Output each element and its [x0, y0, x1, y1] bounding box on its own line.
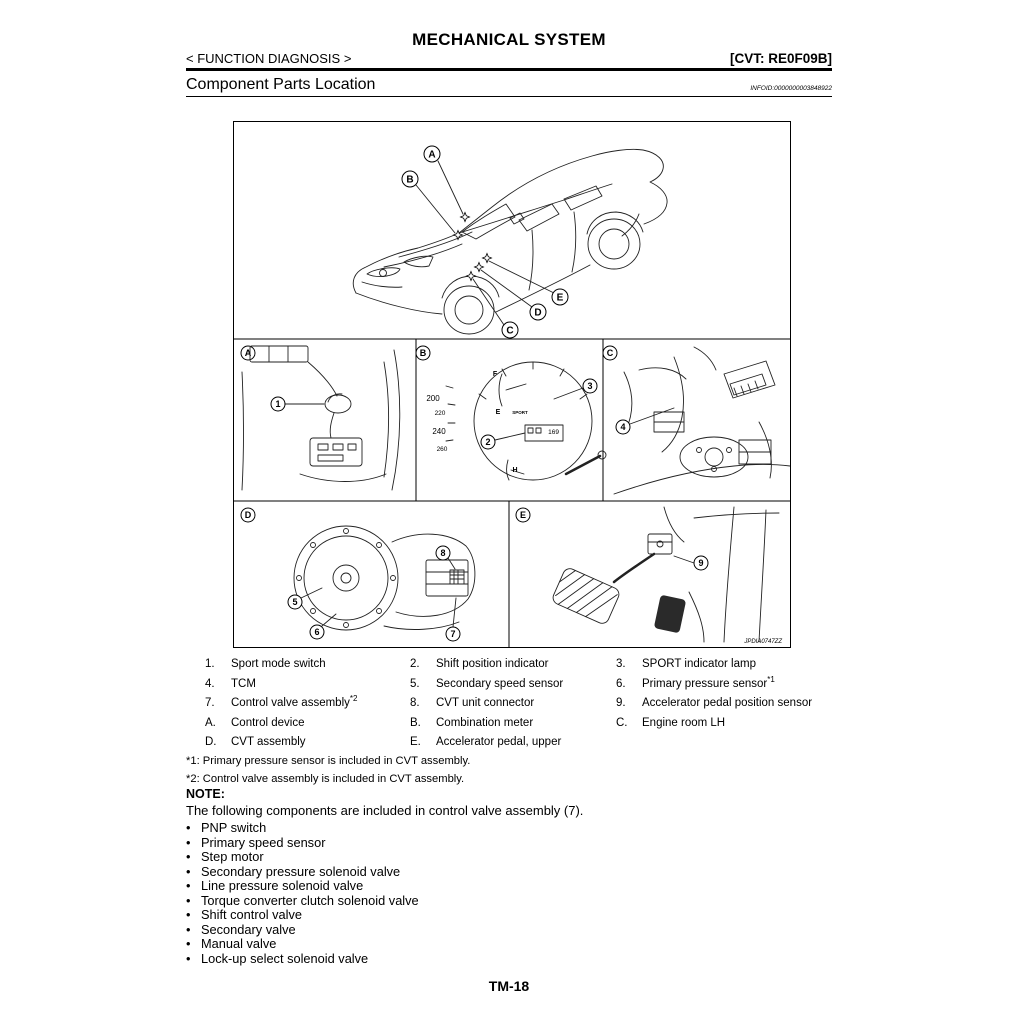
- legend-label-text: Primary pressure sensor: [642, 677, 768, 690]
- legend-label: [231, 717, 305, 730]
- legend-label: [231, 678, 256, 691]
- legend-label-text: TCM: [231, 677, 256, 690]
- legend-key: 8.: [410, 697, 420, 709]
- section-row: [186, 74, 832, 94]
- legend-label-text: Shift position indicator: [436, 658, 549, 670]
- note-item-text: Lock-up select solenoid valve: [201, 950, 369, 966]
- legend-label-text: Combination meter: [436, 716, 534, 729]
- callout-1: 1: [275, 399, 281, 409]
- note-item: [186, 894, 832, 909]
- panel-a-label: A: [244, 348, 252, 358]
- callout-e: E: [556, 292, 564, 304]
- note-item: [186, 937, 832, 952]
- panel-b-combination-meter: [416, 346, 606, 480]
- note-item: [186, 821, 832, 836]
- legend-label: [436, 697, 534, 710]
- bullet-icon: •: [186, 892, 191, 908]
- panel-d-cvt-assembly: [241, 508, 475, 641]
- legend-label-text: CVT unit connector: [436, 697, 535, 709]
- legend-label-text: Secondary speed sensor: [436, 677, 564, 690]
- legend-label: [436, 658, 549, 671]
- note-intro: The following components are included in control valve assembly (7).: [186, 803, 584, 818]
- model-code: [CVT: RE0F09B]: [729, 51, 832, 66]
- temp-hot: H: [512, 467, 518, 474]
- note-item-text: Line pressure solenoid valve: [201, 878, 364, 893]
- legend-label-text: Control device: [231, 716, 305, 729]
- legend-label: [436, 717, 533, 730]
- legend-key: A.: [205, 716, 216, 729]
- panel-c-engine-room: [603, 346, 790, 494]
- section-divider: [186, 96, 832, 97]
- callout-3: 3: [587, 381, 593, 391]
- legend-item: [410, 658, 616, 671]
- legend-item: [616, 717, 833, 730]
- note-item-text: Secondary pressure solenoid valve: [201, 863, 401, 879]
- bullet-icon: •: [186, 863, 191, 879]
- legend-item: [205, 694, 410, 710]
- bullet-icon: •: [186, 820, 191, 835]
- legend-key: 5.: [410, 677, 420, 690]
- legend-label: [642, 658, 756, 671]
- legend-label-text: Accelerator pedal position sensor: [642, 697, 813, 709]
- meter-260: 260: [436, 446, 448, 453]
- footnote-2: *2: Control valve assembly is included in CVT assembly.: [186, 773, 465, 785]
- legend-label-sup: *1: [767, 674, 775, 684]
- header-row: [186, 51, 832, 66]
- callout-4: 4: [620, 422, 626, 432]
- figure-code: JPDIA0747ZZ: [744, 639, 782, 645]
- legend-label: [642, 697, 812, 710]
- legend-item: [410, 678, 616, 691]
- note-block: [186, 787, 832, 966]
- note-item: [186, 850, 832, 865]
- legend-item: [410, 717, 616, 730]
- callout-5: 5: [292, 597, 298, 607]
- legend-item: [205, 736, 410, 749]
- callout-9: 9: [698, 558, 704, 568]
- legend-label-text: Accelerator pedal, upper: [436, 736, 562, 748]
- bullet-icon: •: [186, 950, 191, 966]
- component-location-figure: [233, 121, 791, 648]
- callout-6: 6: [314, 627, 320, 637]
- bullet-icon: •: [186, 907, 191, 922]
- legend-item: [616, 697, 833, 710]
- legend-key: 6.: [616, 677, 626, 690]
- callout-b: B: [406, 174, 414, 186]
- legend-label: [642, 674, 775, 691]
- legend-key: 7.: [205, 697, 215, 709]
- panel-a-control-device: [241, 346, 400, 490]
- legend-key: C.: [616, 716, 628, 729]
- legend-label-text: Control valve assembly: [231, 697, 350, 709]
- bullet-icon: •: [186, 921, 191, 937]
- legend-label: [436, 736, 561, 749]
- odometer-value: 169: [548, 429, 559, 436]
- fuel-empty: E: [495, 409, 501, 416]
- fuel-full: F: [492, 371, 498, 378]
- meter-240: 240: [432, 427, 446, 436]
- legend-key: 3.: [616, 658, 626, 670]
- legend-key: 2.: [410, 658, 420, 670]
- legend-label-text: Sport mode switch: [231, 658, 326, 670]
- panel-b-label: B: [419, 348, 427, 358]
- note-item: [186, 879, 832, 894]
- legend-label: [642, 717, 725, 730]
- note-item-text: Step motor: [201, 849, 264, 864]
- note-item-text: Secondary valve: [201, 921, 296, 937]
- page-number: TM-18: [488, 978, 530, 994]
- note-item-text: Shift control valve: [201, 907, 303, 922]
- note-item: [186, 865, 832, 880]
- legend-item: [205, 678, 410, 691]
- note-item-text: Manual valve: [201, 936, 277, 951]
- meter-220: 220: [434, 410, 446, 417]
- legend-key: 4.: [205, 677, 215, 690]
- page-title: MECHANICAL SYSTEM: [412, 30, 606, 49]
- panel-c-label: C: [606, 348, 614, 358]
- callout-c: C: [506, 325, 514, 337]
- callout-d: D: [534, 307, 542, 319]
- bullet-icon: •: [186, 849, 191, 864]
- note-item-text: PNP switch: [201, 820, 267, 835]
- legend-label: [231, 736, 306, 749]
- legend-item: [205, 658, 410, 671]
- figure-grid: [234, 339, 790, 647]
- legend-label-text: Engine room LH: [642, 716, 726, 729]
- panel-d-label: D: [244, 510, 252, 520]
- note-item-text: Primary speed sensor: [201, 834, 326, 850]
- legend-key: B.: [410, 716, 421, 729]
- callout-8: 8: [440, 548, 446, 558]
- legend-key: 9.: [616, 697, 626, 709]
- callout-a: A: [428, 149, 436, 161]
- legend-label-sup: *2: [349, 694, 358, 704]
- legend-item: [410, 697, 616, 710]
- legend-label: [436, 678, 563, 691]
- section-title: Component Parts Location: [186, 76, 376, 93]
- legend-label-text: CVT assembly: [231, 736, 306, 748]
- header-divider: [186, 68, 832, 71]
- note-label: NOTE:: [186, 787, 225, 801]
- legend-key: E.: [410, 736, 421, 748]
- note-item: [186, 836, 832, 851]
- infoid-label: INFOID:0000000003848922: [750, 85, 832, 92]
- note-item: [186, 923, 832, 938]
- bullet-icon: •: [186, 878, 191, 893]
- legend-key: D.: [205, 736, 217, 748]
- legend-key: 1.: [205, 658, 215, 670]
- car-illustration: [353, 146, 667, 338]
- bullet-icon: •: [186, 834, 191, 850]
- legend-item: [616, 674, 833, 691]
- note-item: [186, 952, 832, 967]
- callout-7: 7: [450, 629, 456, 639]
- footnote-1: *1: Primary pressure sensor is included in CVT assembly.: [186, 755, 471, 767]
- breadcrumb: < FUNCTION DIAGNOSIS >: [186, 51, 352, 66]
- legend-item: [410, 736, 616, 749]
- footnotes: [186, 755, 832, 791]
- legend-label-text: SPORT indicator lamp: [642, 658, 756, 670]
- legend-label: [231, 658, 326, 671]
- legend-item: [616, 658, 833, 671]
- note-item: [186, 908, 832, 923]
- panel-e-accelerator-pedal: [516, 507, 779, 642]
- legend-label: [231, 694, 358, 710]
- legend-item: [205, 717, 410, 730]
- meter-200: 200: [426, 394, 440, 403]
- sport-lamp-text: SPORT: [512, 410, 528, 415]
- legend-table: [205, 658, 833, 749]
- panel-e-label: E: [519, 510, 527, 520]
- bullet-icon: •: [186, 936, 191, 951]
- callout-2: 2: [485, 437, 491, 447]
- note-item-text: Torque converter clutch solenoid valve: [201, 892, 419, 908]
